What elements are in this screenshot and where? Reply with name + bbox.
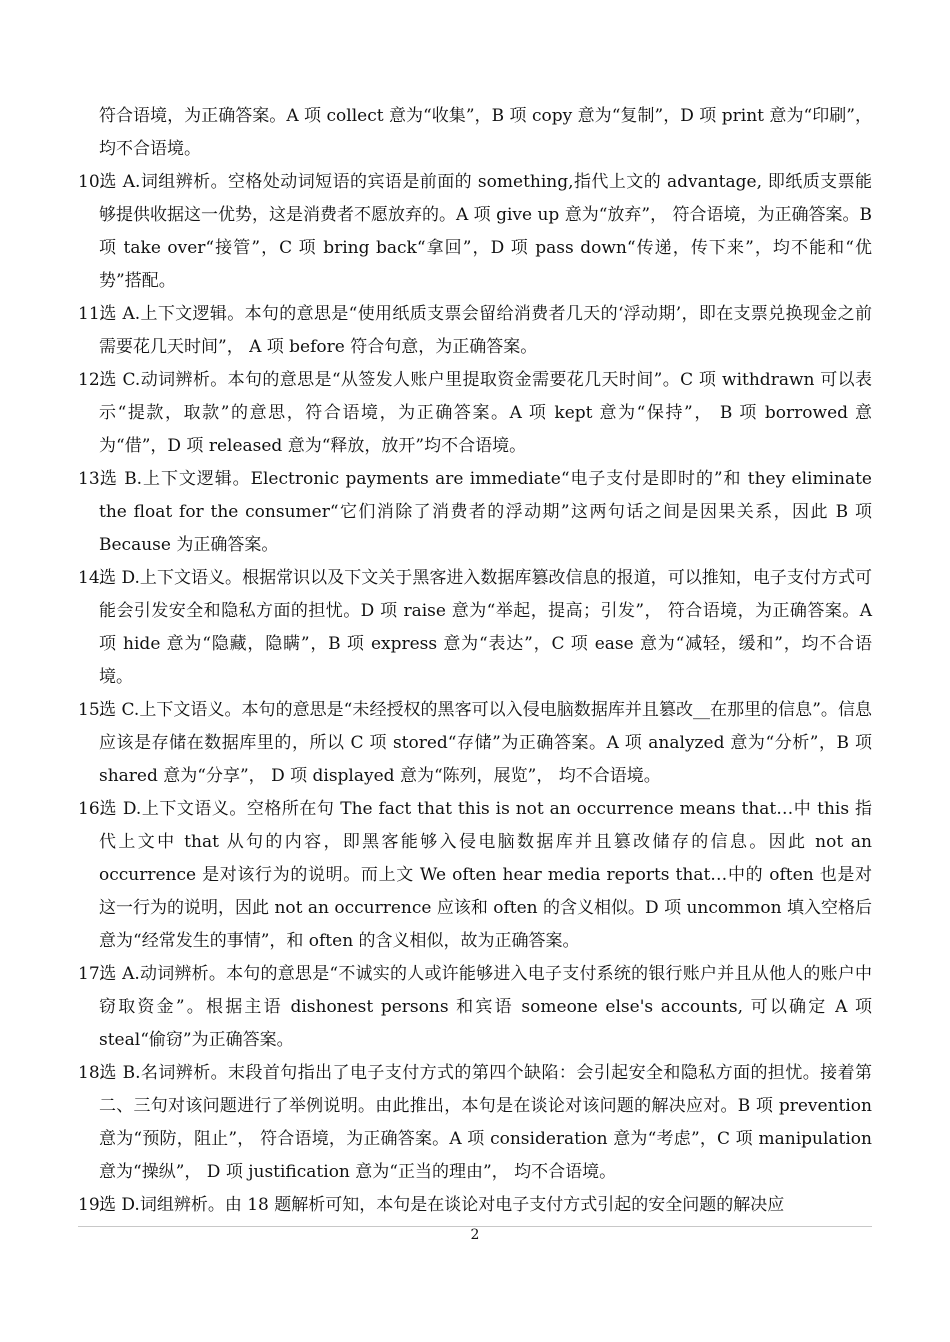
item-text: 选 C.动词辨析。本句的意思是“从签发人账户里提取资金需要花几天时间”。C 项 withdrawn 可以表示“提款，取款”的意思，符合语境，为正确答案。A 项 kept 意为“保持”， B 项 borrowed 意为“借”，D 项 released 意为“释放，放开”均不合语境。 bbox=[99, 370, 872, 456]
answer-item-15 bbox=[78, 694, 872, 793]
item-number: 17. bbox=[78, 964, 106, 984]
answer-item-11 bbox=[78, 298, 872, 364]
answer-explanations bbox=[78, 100, 872, 1222]
answer-item-14 bbox=[78, 562, 872, 694]
answer-item-16 bbox=[78, 793, 872, 958]
item-number: 11. bbox=[78, 304, 106, 324]
item-number: 14. bbox=[78, 568, 106, 588]
intro-paragraph: 符合语境，为正确答案。A 项 collect 意为“收集”，B 项 copy 意为“复制”，D 项 print 意为“印刷”，均不合语境。 bbox=[99, 106, 872, 159]
answer-item-19 bbox=[78, 1189, 872, 1222]
item-text: 选 A.词组辨析。空格处动词短语的宾语是前面的 something,指代上文的 advantage, 即纸质支票能够提供收据这一优势，这是消费者不愿放弃的。A 项 give up 意为“放弃”， 符合语境，为正确答案。B 项 take over“接管”，C 项 bring back“拿回”，D 项 pass down“传递，传下来”，均不能和“优势”搭配。 bbox=[99, 172, 872, 291]
item-text: 选 A.动词辨析。本句的意思是“不诚实的人或许能够进入电子支付系统的银行账户并且从他人的账户中窃取资金”。根据主语 dishonest persons 和宾语 someone else's accounts, 可以确定 A 项 steal“偷窃”为正确答案。 bbox=[99, 964, 872, 1050]
item-text: 选 A.上下文逻辑。本句的意思是“使用纸质支票会留给消费者几天的‘浮动期’，即在支票兑换现金之前需要花几天时间”， A 项 before 符合句意，为正确答案。 bbox=[99, 304, 872, 357]
answer-item-13 bbox=[78, 463, 872, 562]
item-number: 12. bbox=[78, 370, 106, 390]
item-number: 19. bbox=[78, 1195, 106, 1215]
page-number: 2 bbox=[470, 1227, 480, 1243]
item-number: 15. bbox=[78, 700, 106, 720]
answer-item-18 bbox=[78, 1057, 872, 1189]
item-text: 选 B.上下文逻辑。Electronic payments are immediate“电子支付是即时的”和 they eliminate the float for the consumer“它们消除了消费者的浮动期”这两句话之间是因果关系，因此 B 项 Because 为正确答案。 bbox=[99, 469, 872, 555]
item-text: 选 D.上下文语义。空格所在句 The fact that this is not an occurrence means that…中 this 指代上文中 that 从句的内容，即黑客能够入侵电脑数据库并且篡改储存的信息。因此 not an occurrence 是对该行为的说明。而上文 We often hear media reports that…中的 often 也是对这一行为的说明，因此 not an occurrence 应该和 often 的含义相似。D 项 uncommon 填入空格后意为“经常发生的事情”，和 often 的含义相似，故为正确答案。 bbox=[99, 799, 872, 951]
item-number: 16. bbox=[78, 799, 106, 819]
answer-item-12 bbox=[78, 364, 872, 463]
item-text: 选 B.名词辨析。末段首句指出了电子支付方式的第四个缺陷：会引起安全和隐私方面的担忧。接着第二、三句对该问题进行了举例说明。由此推出，本句是在谈论对该问题的解决应对。B 项 prevention 意为“预防，阻止”， 符合语境，为正确答案。A 项 consideration 意为“考虑”，C 项 manipulation 意为“操纵”， D 项 justification 意为“正当的理由”， 均不合语境。 bbox=[99, 1063, 872, 1182]
item-text: 选 D.上下文语义。根据常识以及下文关于黑客进入数据库篡改信息的报道，可以推知，电子支付方式可能会引发安全和隐私方面的担忧。D 项 raise 意为“举起，提高；引发”， 符合语境，为正确答案。A 项 hide 意为“隐藏，隐瞒”，B 项 express 意为“表达”，C 项 ease 意为“减轻，缓和”，均不合语境。 bbox=[99, 568, 872, 687]
item-number: 13. bbox=[78, 469, 106, 489]
item-text: 选 D.词组辨析。由 18 题解析可知，本句是在谈论对电子支付方式引起的安全问题的解决应 bbox=[99, 1195, 785, 1215]
answer-item-10 bbox=[78, 166, 872, 298]
answer-item-17 bbox=[78, 958, 872, 1057]
item-number: 18. bbox=[78, 1063, 106, 1083]
item-text: 选 C.上下文语义。本句的意思是“未经授权的黑客可以入侵电脑数据库并且篡改__在那里的信息”。信息应该是存储在数据库里的，所以 C 项 stored“存储”为正确答案。A 项 analyzed 意为“分析”，B 项 shared 意为“分享”， D 项 displayed 意为“陈列，展览”， 均不合语境。 bbox=[99, 700, 872, 786]
item-number: 10. bbox=[78, 172, 106, 192]
